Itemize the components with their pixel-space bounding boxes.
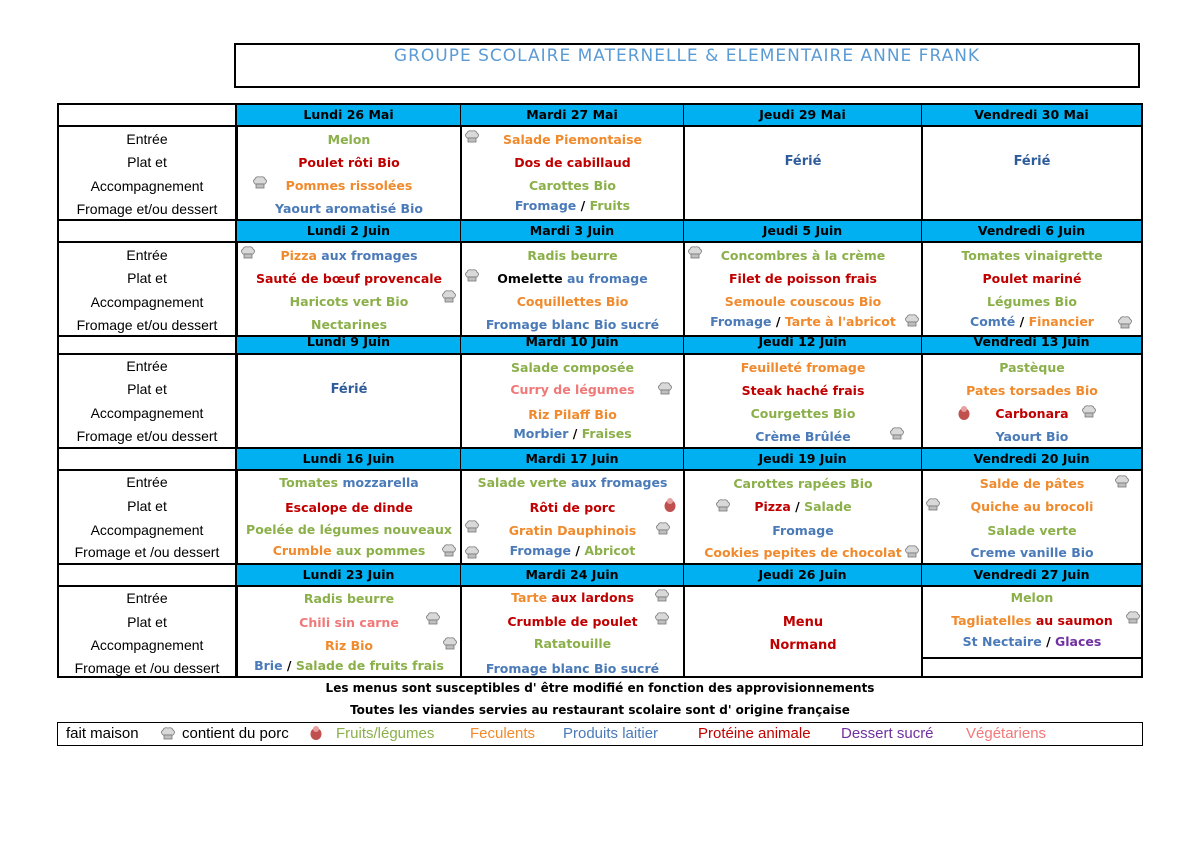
chef-hat-icon bbox=[441, 289, 457, 304]
week-header-row bbox=[59, 105, 1141, 125]
menu-item: Steak haché frais bbox=[741, 383, 865, 398]
week-row bbox=[59, 241, 1141, 337]
note-approvisionnements: Les menus sont susceptibles d' être modifié en fonction des approvisionnements bbox=[325, 681, 875, 695]
menu-item-combo bbox=[923, 613, 1141, 628]
legend bbox=[57, 722, 1143, 746]
menu-item: Radis beurre bbox=[527, 248, 618, 263]
chef-hat-icon bbox=[464, 268, 480, 283]
menu-item: Pizza bbox=[280, 248, 317, 263]
menu-item: Pizza bbox=[754, 499, 791, 514]
day-cell bbox=[921, 587, 1141, 678]
menu-item: Dos de cabillaud bbox=[514, 155, 631, 170]
week-row bbox=[59, 353, 1141, 449]
menu-item: Curry de légumes bbox=[510, 382, 635, 397]
separator: / bbox=[286, 658, 292, 673]
label-fromage-dessert: Fromage et /ou dessert bbox=[74, 660, 220, 676]
day-cell bbox=[460, 127, 683, 221]
chef-hat-icon bbox=[904, 544, 920, 559]
legend-dessert-sucre: Dessert sucré bbox=[841, 725, 934, 742]
label-entree: Entrée bbox=[126, 247, 168, 263]
row-labels bbox=[59, 243, 237, 337]
chef-hat-icon bbox=[925, 497, 941, 512]
day-cell bbox=[236, 471, 460, 565]
separator: / bbox=[795, 499, 800, 514]
menu-item: Tarte bbox=[511, 590, 548, 605]
menu-item: Crumble de poulet bbox=[507, 614, 638, 629]
menu-item: Fromage blanc Bio sucré bbox=[485, 317, 660, 332]
menu-item: Feuilleté fromage bbox=[740, 360, 866, 375]
day-cell bbox=[460, 587, 683, 678]
menu-item: Poelée de légumes nouveaux bbox=[246, 522, 452, 537]
chef-hat-icon bbox=[654, 588, 670, 603]
chef-hat-icon bbox=[442, 636, 458, 651]
menu-item: Concombres à la crème bbox=[720, 248, 886, 263]
menu-item: Tagliatelles bbox=[951, 613, 1032, 628]
week-header-row bbox=[59, 447, 1141, 469]
chef-hat-icon bbox=[240, 245, 256, 260]
menu-item-combo bbox=[685, 314, 921, 329]
menu-item: Salade verte bbox=[477, 475, 567, 490]
menu-item-combo bbox=[462, 426, 683, 441]
day-header: Lundi 2 Juin bbox=[236, 221, 460, 241]
day-header: Mardi 3 Juin bbox=[460, 221, 683, 241]
menu-item: Fruits bbox=[589, 198, 631, 213]
note-origine-viandes: Toutes les viandes servies au restaurant scolaire sont d' origine française bbox=[350, 703, 850, 717]
menu-item-combo bbox=[923, 314, 1141, 329]
label-plat: Plat et bbox=[127, 154, 167, 170]
day-header: Mardi 10 Juin bbox=[460, 337, 683, 353]
day-header: Lundi 16 Juin bbox=[236, 449, 460, 469]
label-plat: Plat et bbox=[127, 614, 167, 630]
menu-item-combo bbox=[462, 590, 683, 605]
legend-fait-maison: fait maison bbox=[66, 725, 139, 742]
separator: / bbox=[1019, 314, 1025, 329]
menu-item: Ratatouille bbox=[533, 636, 612, 651]
label-plat: Plat et bbox=[127, 498, 167, 514]
legend-contient-porc: contient du porc bbox=[182, 725, 289, 742]
menu-item: Fromage bbox=[710, 314, 772, 329]
menu-item: Riz Bio bbox=[325, 638, 373, 653]
menu-item: Fraises bbox=[581, 426, 632, 441]
menu-item: Escalope de dinde bbox=[285, 500, 413, 515]
menu-item-combo bbox=[462, 271, 683, 286]
row-labels bbox=[59, 127, 237, 221]
chef-hat-icon bbox=[441, 543, 457, 558]
menu-item: aux pommes bbox=[336, 543, 426, 558]
menu-item: Creme vanille Bio bbox=[970, 545, 1094, 560]
chef-hat-icon bbox=[252, 175, 268, 190]
week-header-row bbox=[59, 335, 1141, 353]
day-header: Jeudi 26 Juin bbox=[683, 565, 921, 585]
label-accompagnement: Accompagnement bbox=[90, 294, 204, 310]
label-entree: Entrée bbox=[126, 474, 168, 490]
menu-item: Omelette bbox=[497, 271, 563, 286]
menu-item: Riz Pilaff Bio bbox=[528, 407, 617, 422]
menu-item: Tomates vinaigrette bbox=[961, 248, 1103, 263]
menu-item: aux lardons bbox=[551, 590, 634, 605]
row-labels bbox=[59, 471, 237, 565]
menu-item: Gratin Dauphinois bbox=[508, 523, 637, 538]
separator: / bbox=[1046, 634, 1051, 649]
menu-item: Salade composée bbox=[511, 360, 634, 375]
chef-hat-icon bbox=[657, 381, 673, 396]
chef-hat-icon bbox=[715, 498, 731, 513]
menu-item: Quiche au brocoli bbox=[970, 499, 1094, 514]
menu-item: St Nectaire bbox=[962, 634, 1042, 649]
menu-item: Carottes rapées Bio bbox=[733, 476, 873, 491]
menu-item: Comté bbox=[970, 314, 1016, 329]
label-entree: Entrée bbox=[126, 131, 168, 147]
menu-item: Fromage bbox=[514, 198, 577, 213]
menu-item: Légumes Bio bbox=[987, 294, 1077, 309]
menu-item: Chili sin carne bbox=[299, 615, 399, 630]
day-header: Vendredi 13 Juin bbox=[921, 337, 1141, 353]
menu-item: Morbier bbox=[513, 426, 569, 441]
row-labels bbox=[59, 355, 237, 449]
chef-hat-icon bbox=[1125, 610, 1141, 625]
day-header: Lundi 26 Mai bbox=[236, 105, 460, 125]
menu-item: Melon bbox=[1010, 590, 1054, 605]
menu-item: aux fromages bbox=[571, 475, 668, 490]
page-title: GROUPE SCOLAIRE MATERNELLE & ELEMENTAIRE ANNE FRANK bbox=[393, 46, 981, 66]
day-cell bbox=[683, 355, 921, 449]
day-cell bbox=[460, 471, 683, 565]
label-entree: Entrée bbox=[126, 358, 168, 374]
day-header: Jeudi 19 Juin bbox=[683, 449, 921, 469]
menu-item: Crème Brûlée bbox=[755, 429, 851, 444]
day-header: Mardi 24 Juin bbox=[460, 565, 683, 585]
menu-item: Haricots vert Bio bbox=[289, 294, 409, 309]
day-header: Mardi 17 Juin bbox=[460, 449, 683, 469]
menu-item: Abricot bbox=[584, 543, 636, 558]
chef-hat-icon bbox=[160, 726, 176, 741]
menu-item: Poulet mariné bbox=[982, 271, 1082, 286]
menu-item-combo bbox=[462, 543, 683, 558]
day-cell bbox=[683, 587, 921, 678]
menu-item: Salade verte bbox=[987, 523, 1077, 538]
day-cell bbox=[921, 243, 1141, 337]
menu-item: Carottes Bio bbox=[529, 178, 616, 193]
menu-item: Radis beurre bbox=[303, 591, 395, 606]
label-fromage-dessert: Fromage et/ou dessert bbox=[76, 428, 218, 444]
menu-item: Coquillettes Bio bbox=[516, 294, 629, 309]
day-cell bbox=[236, 127, 460, 221]
week-header-row bbox=[59, 219, 1141, 241]
day-cell bbox=[683, 471, 921, 565]
menu-item-combo bbox=[238, 658, 460, 673]
menu-item: Nectarines bbox=[310, 317, 388, 332]
chef-hat-icon bbox=[654, 611, 670, 626]
chef-hat-icon bbox=[425, 611, 441, 626]
menu-item: mozzarella bbox=[342, 475, 419, 490]
menu-item: Menu bbox=[782, 615, 824, 630]
week-row bbox=[59, 469, 1141, 565]
menu-item: Courgettes Bio bbox=[750, 406, 856, 421]
title-box bbox=[234, 43, 1140, 88]
menu-item: au saumon bbox=[1035, 613, 1113, 628]
menu-item-combo bbox=[923, 634, 1141, 649]
label-entree: Entrée bbox=[126, 590, 168, 606]
label-fromage-dessert: Fromage et /ou dessert bbox=[74, 544, 220, 560]
menu-item: Yaourt Bio bbox=[995, 429, 1069, 444]
menu-item: Cookies pepites de chocolat bbox=[704, 545, 902, 560]
day-header: Mardi 27 Mai bbox=[460, 105, 683, 125]
legend-proteine-animale: Protéine animale bbox=[698, 725, 811, 742]
chef-hat-icon bbox=[889, 426, 905, 441]
day-cell bbox=[460, 243, 683, 337]
menu-item: Filet de poisson frais bbox=[729, 271, 877, 286]
day-cell bbox=[460, 355, 683, 449]
chef-hat-icon bbox=[464, 129, 480, 144]
chef-hat-icon bbox=[904, 313, 920, 328]
menu-item: Salade bbox=[804, 499, 852, 514]
menu-item: Brie bbox=[254, 658, 283, 673]
chef-hat-icon bbox=[1117, 315, 1133, 330]
legend-vegetariens: Végétariens bbox=[966, 725, 1047, 742]
day-cell bbox=[921, 355, 1141, 449]
legend-feculents: Feculents bbox=[470, 725, 536, 742]
menu-item: Salde de pâtes bbox=[979, 476, 1085, 491]
day-header: Jeudi 12 Juin bbox=[683, 337, 921, 353]
chef-hat-icon bbox=[655, 521, 671, 536]
day-header: Lundi 23 Juin bbox=[236, 565, 460, 585]
menu-item: Férié bbox=[784, 154, 822, 169]
day-cell bbox=[921, 471, 1141, 565]
chef-hat-icon bbox=[464, 545, 480, 560]
day-cell bbox=[683, 127, 921, 221]
separator: / bbox=[580, 198, 586, 213]
day-header: Jeudi 29 Mai bbox=[683, 105, 921, 125]
menu-item: Yaourt aromatisé Bio bbox=[275, 201, 423, 216]
menu-item: Poulet rôti Bio bbox=[298, 155, 400, 170]
label-accompagnement: Accompagnement bbox=[90, 178, 204, 194]
label-fromage-dessert: Fromage et/ou dessert bbox=[76, 201, 218, 217]
chef-hat-icon bbox=[464, 519, 480, 534]
menu-item: Rôti de porc bbox=[529, 500, 616, 515]
menu-item-combo bbox=[238, 543, 460, 558]
menu-item: Melon bbox=[327, 132, 371, 147]
day-cell bbox=[236, 355, 460, 449]
menu-item: Fromage bbox=[509, 543, 572, 558]
legend-produits-laitier: Produits laitier bbox=[563, 725, 659, 742]
menu-item: Financier bbox=[1028, 314, 1094, 329]
pork-icon bbox=[663, 497, 677, 513]
day-header: Vendredi 30 Mai bbox=[921, 105, 1141, 125]
menu-item: Normand bbox=[769, 638, 837, 653]
row-labels bbox=[59, 587, 237, 678]
label-plat: Plat et bbox=[127, 381, 167, 397]
week-row bbox=[59, 585, 1141, 678]
menu-item: aux fromages bbox=[321, 248, 418, 263]
week-row bbox=[59, 125, 1141, 221]
menu-item-combo bbox=[238, 248, 460, 263]
menu-item-combo bbox=[462, 198, 683, 213]
menu-item: Pates torsades Bio bbox=[966, 383, 1098, 398]
menu-item: Férié bbox=[1013, 154, 1051, 169]
day-cell bbox=[921, 127, 1141, 221]
menu-item: Fromage blanc Bio sucré bbox=[485, 661, 660, 676]
separator: / bbox=[572, 426, 578, 441]
menu-item: Pommes rissolées bbox=[285, 178, 413, 193]
separator: / bbox=[775, 314, 781, 329]
pork-icon bbox=[957, 405, 971, 421]
separator: / bbox=[575, 543, 580, 558]
menu-item: Semoule couscous Bio bbox=[724, 294, 882, 309]
chef-hat-icon bbox=[1114, 474, 1130, 489]
menu-item: Sauté de bœuf provencale bbox=[255, 271, 443, 286]
chef-hat-icon bbox=[1081, 404, 1097, 419]
menu-item: Carbonara bbox=[995, 406, 1069, 421]
menu-item: au fromage bbox=[566, 271, 648, 286]
label-accompagnement: Accompagnement bbox=[90, 637, 204, 653]
label-plat: Plat et bbox=[127, 270, 167, 286]
menu-item-combo bbox=[238, 475, 460, 490]
day-cell bbox=[236, 243, 460, 337]
day-cell bbox=[683, 243, 921, 337]
legend-fruits-legumes: Fruits/légumes bbox=[336, 725, 435, 742]
label-fromage-dessert: Fromage et/ou dessert bbox=[76, 317, 218, 333]
day-header: Vendredi 20 Juin bbox=[921, 449, 1141, 469]
menu-item: Crumble bbox=[272, 543, 332, 558]
menu-item: Férié bbox=[330, 382, 368, 397]
label-accompagnement: Accompagnement bbox=[90, 522, 204, 538]
label-accompagnement: Accompagnement bbox=[90, 405, 204, 421]
menu-grid bbox=[57, 103, 1143, 678]
day-header: Lundi 9 Juin bbox=[236, 337, 460, 353]
menu-item: Fromage bbox=[772, 523, 834, 538]
day-header: Vendredi 27 Juin bbox=[921, 565, 1141, 585]
day-header: Vendredi 6 Juin bbox=[921, 221, 1141, 241]
menu-item: Tomates bbox=[279, 475, 339, 490]
day-cell bbox=[236, 587, 460, 678]
menu-item: Pastèque bbox=[999, 360, 1065, 375]
chef-hat-icon bbox=[687, 245, 703, 260]
week-header-row bbox=[59, 563, 1141, 585]
menu-item: Salade de fruits frais bbox=[295, 658, 444, 673]
menu-item: Glaces bbox=[1055, 634, 1102, 649]
menu-item: Tarte à l'abricot bbox=[784, 314, 896, 329]
menu-item: Salade Piemontaise bbox=[503, 132, 642, 147]
menu-item-combo bbox=[462, 475, 683, 490]
day-header: Jeudi 5 Juin bbox=[683, 221, 921, 241]
pork-icon bbox=[309, 725, 323, 741]
